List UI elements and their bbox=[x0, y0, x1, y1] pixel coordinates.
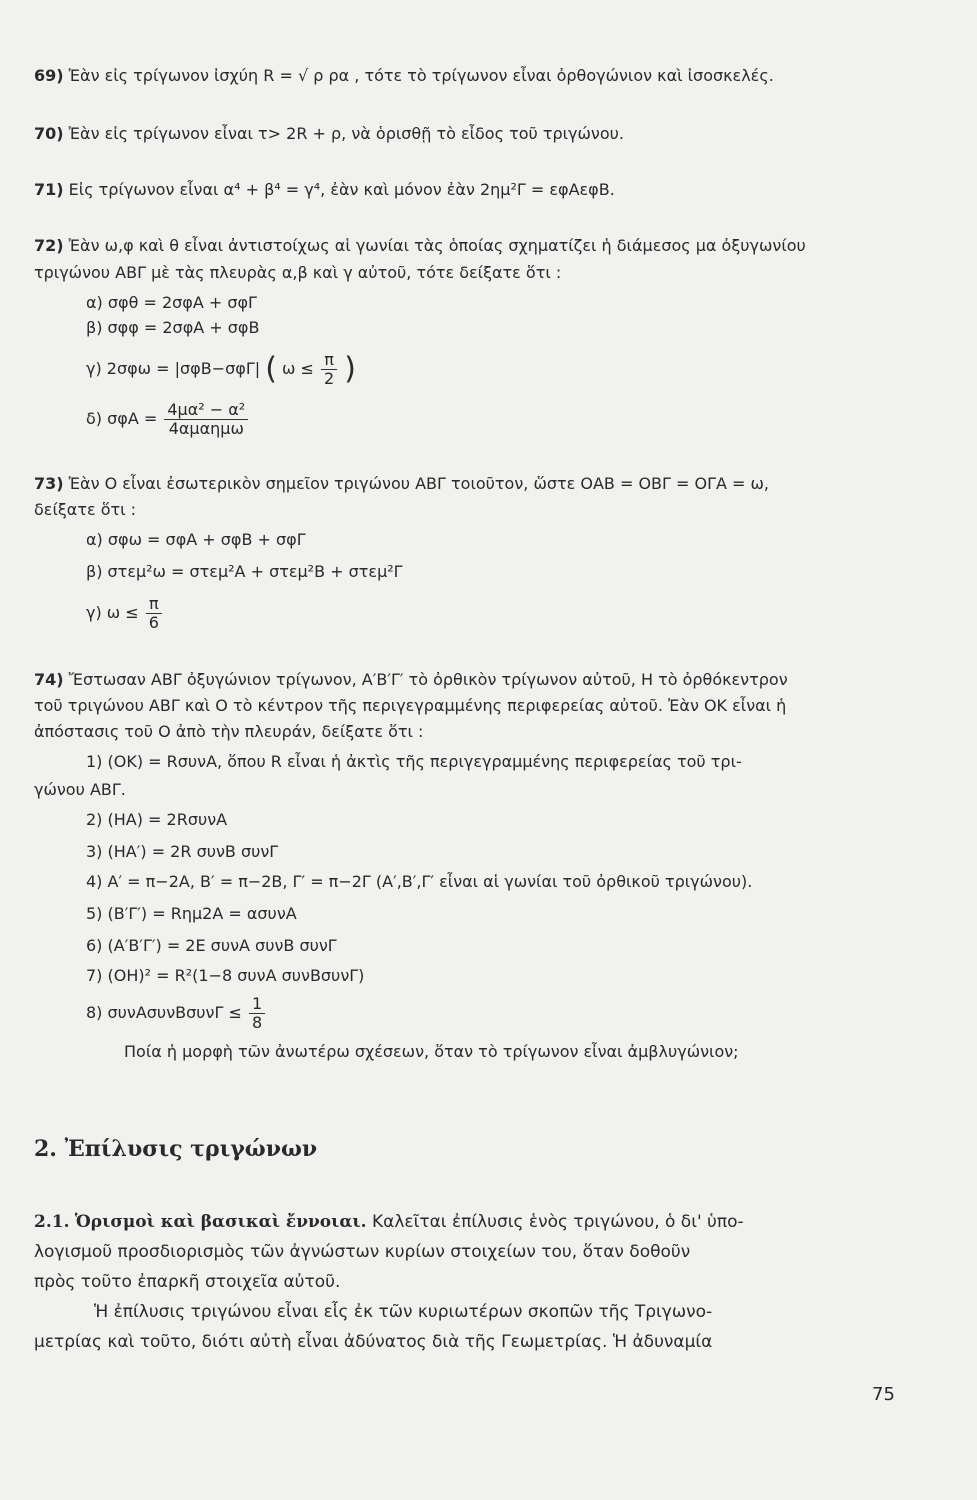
problem-74-item8 bbox=[86, 992, 267, 1034]
problem-73-line1 bbox=[34, 474, 769, 494]
section-2-1-line2: λογισμοῦ προσδιορισμὸς τῶν ἀγνώστων κυρίων στοιχείων του, ὅταν δοθοῦν bbox=[34, 1242, 691, 1262]
paragraph-text: Καλεῖται ἐπίλυσις ἑνὸς τριγώνου, ὁ δι' ὑπο- bbox=[371, 1212, 744, 1232]
fraction bbox=[164, 401, 248, 438]
problem-72-a: α) σφθ = 2σφΑ + σφΓ bbox=[86, 293, 257, 312]
problem-73-a: α) σφω = σφΑ + σφΒ + σφΓ bbox=[86, 530, 306, 549]
denominator: 4αμαημω bbox=[168, 419, 244, 438]
problem-text: Εἰς τρίγωνον εἶναι α⁴ + β⁴ = γ⁴, ἐὰν καὶ μόνον ἐὰν 2ημ²Γ = εφΑεφΒ. bbox=[68, 180, 615, 199]
numerator: 1 bbox=[249, 995, 265, 1014]
problem-69 bbox=[34, 66, 774, 86]
problem-72-line2: τριγώνου ΑΒΓ μὲ τὰς πλευρὰς α,β καὶ γ αὐτοῦ, τότε δείξατε ὅτι : bbox=[34, 263, 562, 282]
problem-73-line2: δείξατε ὅτι : bbox=[34, 500, 136, 519]
problem-74-item5: 5) (Β′Γ′) = Rημ2Α = ασυνΑ bbox=[86, 904, 297, 923]
problem-number: 72) bbox=[34, 236, 64, 255]
formula-text: γ) ω ≤ bbox=[86, 603, 139, 622]
section-2-1-line1 bbox=[34, 1212, 744, 1232]
subsection-number: 2.1. bbox=[34, 1212, 70, 1232]
numerator: π bbox=[321, 351, 337, 370]
paren-right: ) bbox=[344, 351, 357, 387]
fraction bbox=[321, 351, 337, 388]
formula-text: δ) σφΑ = bbox=[86, 409, 158, 428]
problem-74-item6: 6) (Α′Β′Γ′) = 2Ε συνΑ συνΒ συνΓ bbox=[86, 936, 337, 955]
problem-74-item3: 3) (ΗΑ′) = 2R συνΒ συνΓ bbox=[86, 842, 279, 861]
paragraph-2-line2: μετρίας καὶ τοῦτο, διότι αὐτὴ εἶναι ἀδύνατος διὰ τῆς Γεωμετρίας. Ἡ ἀδυναμία bbox=[34, 1332, 713, 1352]
subsection-title: Ὁρισμοὶ καὶ βασικαὶ ἔννοιαι. bbox=[74, 1212, 367, 1232]
fraction bbox=[249, 995, 265, 1032]
denominator: 6 bbox=[148, 613, 159, 632]
problem-74-item1b: γώνου ΑΒΓ. bbox=[34, 780, 126, 799]
problem-74-item2: 2) (ΗΑ) = 2RσυνΑ bbox=[86, 810, 228, 829]
formula-text: γ) 2σφω = |σφΒ−σφΓ| bbox=[86, 359, 261, 378]
denominator: 2 bbox=[324, 369, 335, 388]
formula-condition: ω ≤ bbox=[282, 359, 314, 378]
problem-text: Ἐὰν εἰς τρίγωνον ἰσχύη R = √ ρ ρα , τότε τὸ τρίγωνον εἶναι ὀρθογώνιον καὶ ἰσοσκελές. bbox=[68, 66, 774, 85]
problem-74-item1a: 1) (ΟΚ) = RσυνΑ, ὅπου R εἶναι ἡ ἀκτὶς τῆς περιγεγραμμένης περιφερείας τοῦ τρι- bbox=[86, 752, 742, 771]
problem-number: 73) bbox=[34, 474, 64, 493]
paragraph-2-line1: Ἡ ἐπίλυσις τριγώνου εἶναι εἷς ἐκ τῶν κυριωτέρων σκοπῶν τῆς Τριγωνο- bbox=[94, 1302, 713, 1322]
problem-number: 74) bbox=[34, 670, 64, 689]
problem-74-line3: ἀπόστασις τοῦ Ο ἀπὸ τὴν πλευράν, δείξατε ὅτι : bbox=[34, 722, 424, 741]
problem-72-c bbox=[86, 348, 356, 390]
problem-74-item4: 4) Α′ = π−2Α, Β′ = π−2Β, Γ′ = π−2Γ (Α′,Β′,Γ′ εἶναι αἱ γωνίαι τοῦ ὀρθικοῦ τριγώνου). bbox=[86, 872, 753, 891]
denominator: 8 bbox=[251, 1013, 263, 1032]
problem-71 bbox=[34, 180, 615, 200]
problem-number: 70) bbox=[34, 124, 64, 143]
paren-left: ( bbox=[265, 351, 277, 387]
problem-74-item7: 7) (ΟΗ)² = R²(1−8 συνΑ συνΒσυνΓ) bbox=[86, 966, 365, 985]
problem-72-b: β) σφφ = 2σφΑ + σφΒ bbox=[86, 318, 260, 337]
fraction bbox=[146, 595, 162, 632]
problem-text: Ἐὰν ω,φ καὶ θ εἶναι ἀντιστοίχως αἱ γωνίαι τὰς ὁποίας σχηματίζει ἡ διάμεσος μα ὀξυγωνίου bbox=[68, 236, 806, 255]
problem-number: 69) bbox=[34, 66, 64, 85]
page-number: 75 bbox=[872, 1384, 895, 1405]
numerator: 4μα² − α² bbox=[164, 401, 248, 420]
problem-number: 71) bbox=[34, 180, 64, 199]
problem-70 bbox=[34, 124, 624, 144]
problem-74-line1 bbox=[34, 670, 788, 690]
problem-text: Ἐὰν Ο εἶναι ἐσωτερικὸν σημεῖον τριγώνου ΑΒΓ τοιοῦτον, ὥστε ΟΑΒ = ΟΒΓ = ΟΓΑ = ω, bbox=[68, 474, 770, 493]
problem-73-b: β) στεμ²ω = στεμ²Α + στεμ²Β + στεμ²Γ bbox=[86, 562, 403, 581]
problem-text: Ἐὰν εἰς τρίγωνον εἶναι τ> 2R + ρ, νὰ ὁρισθῇ τὸ εἶδος τοῦ τριγώνου. bbox=[68, 124, 624, 143]
section-heading: 2. Ἐπίλυσις τριγώνων bbox=[34, 1136, 318, 1162]
problem-74-closing: Ποία ἡ μορφὴ τῶν ἀνωτέρω σχέσεων, ὅταν τὸ τρίγωνον εἶναι ἀμβλυγώνιον; bbox=[124, 1042, 739, 1061]
problem-72-line1 bbox=[34, 236, 806, 256]
problem-74-line2: τοῦ τριγώνου ΑΒΓ καὶ Ο τὸ κέντρον τῆς περιγεγραμμένης περιφερείας αὐτοῦ. Ἐὰν ΟΚ εἶναι ἡ bbox=[34, 696, 787, 715]
formula-text: 8) συνΑσυνΒσυνΓ ≤ bbox=[86, 1003, 242, 1022]
problem-72-d bbox=[86, 398, 250, 440]
problem-text: Ἔστωσαν ΑΒΓ ὀξυγώνιον τρίγωνον, Α′Β′Γ′ τὸ ὀρθικὸν τρίγωνον αὐτοῦ, Η τὸ ὀρθόκεντρον bbox=[68, 670, 788, 689]
problem-73-c bbox=[86, 592, 164, 634]
numerator: π bbox=[146, 595, 162, 614]
section-2-1-line3: πρὸς τοῦτο ἐπαρκῆ στοιχεῖα αὐτοῦ. bbox=[34, 1272, 341, 1292]
